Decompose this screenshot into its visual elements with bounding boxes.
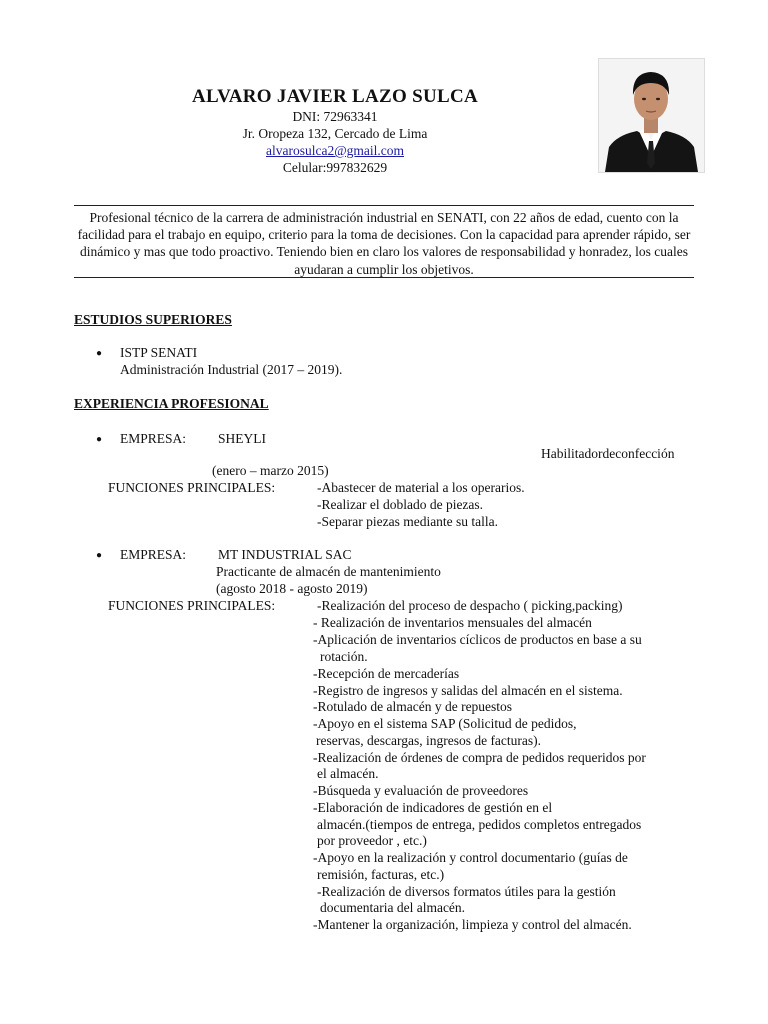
profile-photo (598, 58, 705, 173)
function-item: -Abastecer de material a los operarios. (317, 480, 525, 495)
profile-summary: Profesional técnico de la carrera de administración industrial en SENATI, con 22 años de edad, cuento con la facilidad para el trabajo en equipo, criterio para la toma de decisiones. Con la capacidad para aprender rápido, ser dinámico y mas que todo proactivo. Teniendo bien en claro los valores de responsabilidad y honradez, los cuales ayudaran a cumplir los objetivos. (77, 210, 691, 277)
function-item: -Registro de ingresos y salidas del almacén en el sistema. (313, 683, 623, 698)
candidate-name: ALVARO JAVIER LAZO SULCA (191, 86, 479, 107)
company-name: MT INDUSTRIAL SAC (218, 547, 352, 562)
function-item: -Rotulado de almacén y de repuestos (313, 699, 513, 714)
job-role: Habilitadordeconfección (541, 446, 675, 461)
function-item: -Separar piezas mediante su talla. (317, 514, 499, 529)
function-item: -Elaboración de indicadores de gestión en el (313, 800, 553, 815)
function-item: -Aplicación de inventarios cíclicos de productos en base a su (313, 632, 642, 647)
summary-bottom-rule (74, 277, 694, 278)
functions-label: FUNCIONES PRINCIPALES: (108, 480, 276, 495)
experience-heading: EXPERIENCIA PROFESIONAL (74, 396, 269, 411)
function-item: por proveedor , etc.) (317, 833, 427, 848)
study-program: Administración Industrial (2017 – 2019). (120, 362, 343, 377)
bullet-icon: ● (96, 550, 103, 561)
functions-label: FUNCIONES PRINCIPALES: (108, 598, 276, 613)
function-item: -Realizar el doblado de piezas. (317, 497, 484, 512)
address-text: Jr. Oropeza 132, Cercado de Lima (242, 126, 428, 141)
bullet-icon: ● (96, 348, 103, 359)
email-link[interactable]: alvarosulca2@gmail.com (265, 143, 404, 158)
company-label: EMPRESA: (120, 547, 187, 562)
function-item: reservas, descargas, ingresos de facturas). (316, 733, 542, 748)
bullet-icon: ● (96, 434, 103, 445)
function-item: remisión, facturas, etc.) (317, 867, 445, 882)
job-role: Practicante de almacén de mantenimiento (216, 564, 441, 579)
function-item: -Apoyo en la realización y control documentario (guías de (313, 850, 628, 865)
job-period: (agosto 2018 - agosto 2019) (216, 581, 368, 596)
studies-heading: ESTUDIOS SUPERIORES (74, 312, 232, 327)
function-item: almacén.(tiempos de entrega, pedidos completos entregados (317, 817, 642, 832)
function-item: rotación. (320, 649, 368, 664)
function-item: -Recepción de mercaderías (313, 666, 460, 681)
function-item: -Mantener la organización, limpieza y control del almacén. (313, 917, 632, 932)
function-item: -Apoyo en el sistema SAP (Solicitud de pedidos, (313, 716, 577, 731)
function-item: -Búsqueda y evaluación de proveedores (313, 783, 529, 798)
function-item: documentaria del almacén. (320, 900, 466, 915)
function-item: -Realización de órdenes de compra de pedidos requeridos por (313, 750, 646, 765)
study-institution: ISTP SENATI (120, 345, 198, 360)
function-item: el almacén. (317, 766, 379, 781)
function-item: - Realización de inventarios mensuales del almacén (313, 615, 592, 630)
dni-text: DNI: 72963341 (292, 109, 378, 124)
function-item: -Realización del proceso de despacho ( picking,packing) (317, 598, 623, 613)
company-name: SHEYLI (218, 431, 266, 446)
job-period: (enero – marzo 2015) (212, 463, 329, 478)
company-label: EMPRESA: (120, 431, 187, 446)
function-item: -Realización de diversos formatos útiles para la gestión (317, 884, 616, 899)
phone-text: Celular:997832629 (282, 160, 388, 175)
summary-top-rule (74, 205, 694, 206)
